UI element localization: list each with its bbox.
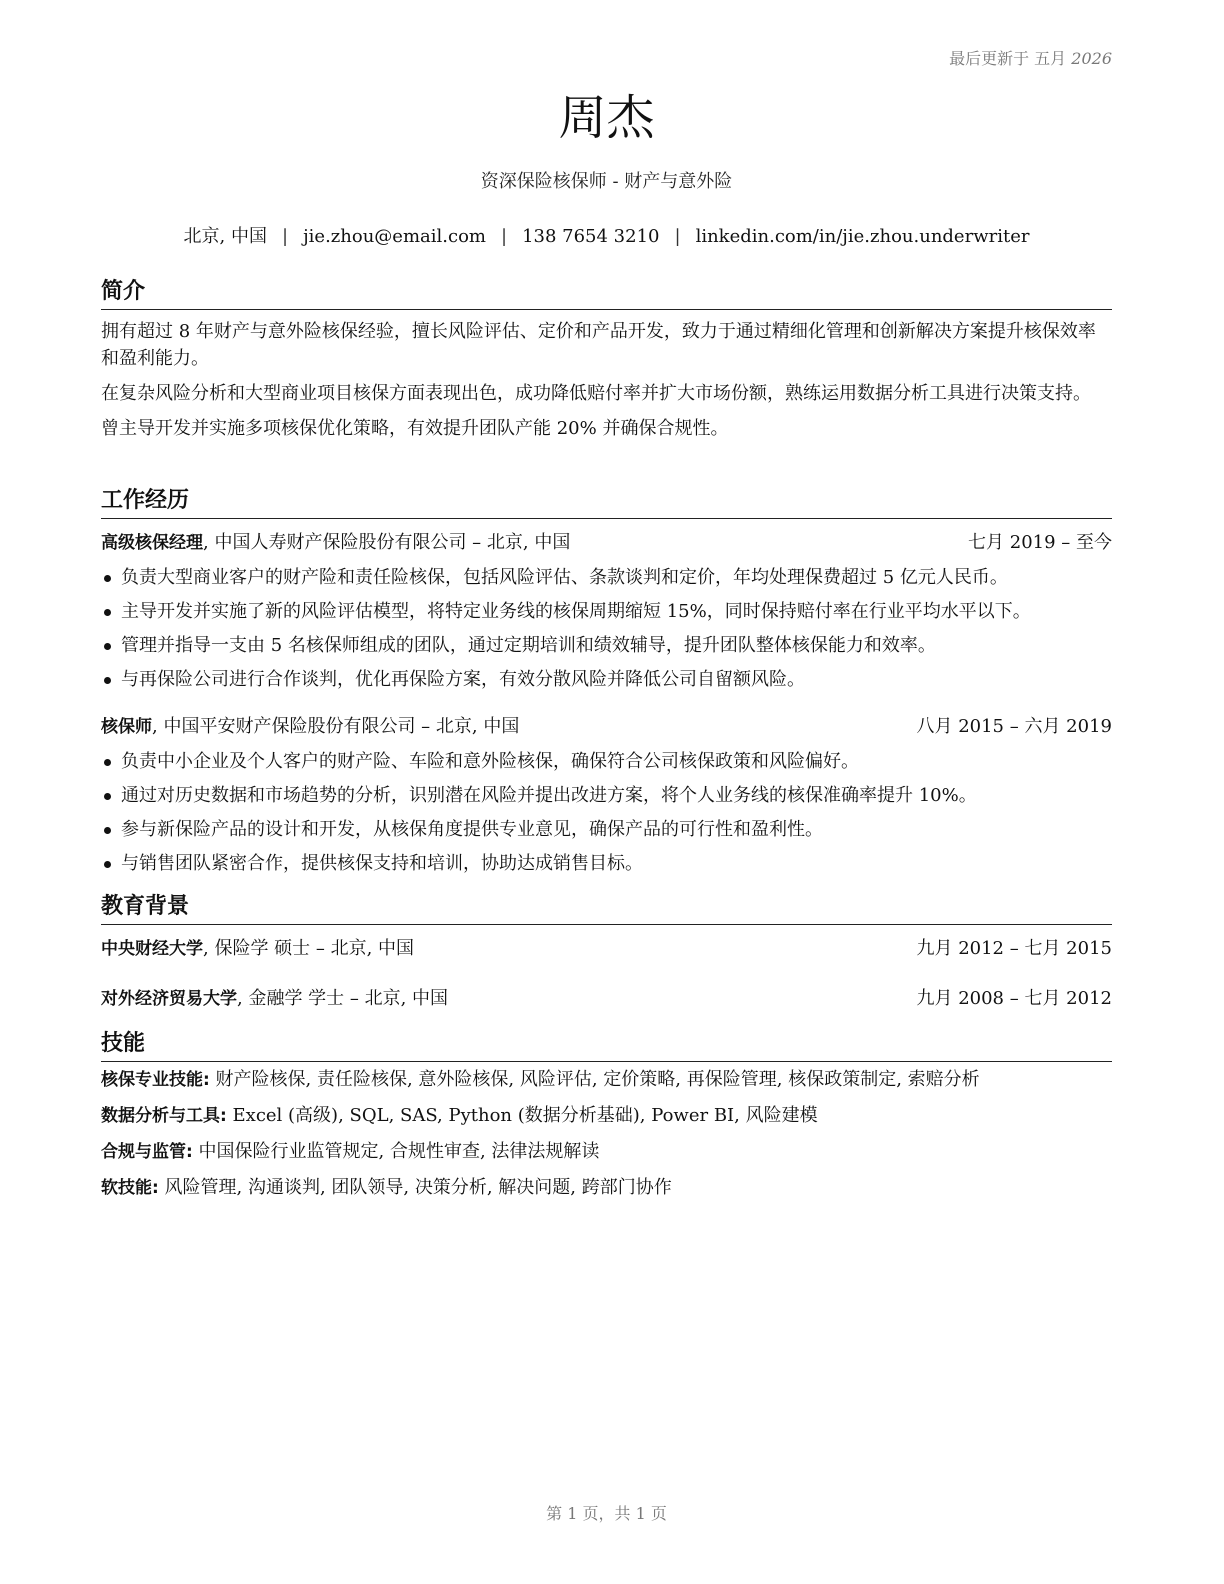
contact-phone: 138 7654 3210 <box>522 226 660 247</box>
job-role: 核保师 <box>101 717 152 737</box>
job-header <box>101 529 1112 557</box>
job-company: , 中国平安财产保险股份有限公司 – 北京, 中国 <box>152 716 520 737</box>
job-bullet: 参与新保险产品的设计和开发，从核保角度提供专业意见，确保产品的可行性和盈利性。 <box>101 813 1112 847</box>
contact-separator: | <box>674 226 681 247</box>
education-heading <box>101 935 414 963</box>
last-updated-year: 2026 <box>1071 49 1112 68</box>
skill-value: 中国保险行业监管规定, 合规性审查, 法律法规解读 <box>192 1141 600 1162</box>
last-updated <box>949 46 1112 69</box>
job-bullet: 管理并指导一支由 5 名核保师组成的团队，通过定期培训和绩效辅导，提升团队整体核保能力和效率。 <box>101 629 1112 663</box>
education-heading <box>101 985 448 1013</box>
education-degree: , 保险学 硕士 – 北京, 中国 <box>203 938 415 959</box>
job-bullet: 负责中小企业及个人客户的财产险、车险和意外险核保，确保符合公司核保政策和风险偏好。 <box>101 745 1112 779</box>
contact-location: 北京, 中国 <box>183 226 267 247</box>
last-updated-label: 最后更新于 五月 <box>949 49 1067 68</box>
candidate-title: 资深保险核保师 - 财产与意外险 <box>480 171 733 192</box>
section-title: 教育背景 <box>101 892 1112 925</box>
job-entry <box>101 713 1112 881</box>
job-dates: 七月 2019 – 至今 <box>968 532 1112 553</box>
contact-line <box>101 224 1112 250</box>
summary-section <box>101 277 1112 442</box>
education-school: 对外经济贸易大学 <box>101 989 237 1009</box>
education-section <box>101 892 1112 1013</box>
job-bullets <box>101 561 1112 697</box>
skill-line <box>101 1170 1112 1206</box>
experience-section <box>101 486 1112 881</box>
job-bullets <box>101 745 1112 881</box>
skills-section <box>101 1029 1112 1206</box>
job-entry <box>101 529 1112 697</box>
education-school: 中央财经大学 <box>101 939 203 959</box>
skill-line <box>101 1134 1112 1170</box>
job-role: 高级核保经理 <box>101 533 203 553</box>
education-entry <box>101 985 1112 1013</box>
education-degree: , 金融学 学士 – 北京, 中国 <box>237 988 449 1009</box>
job-bullet: 负责大型商业客户的财产险和责任险核保，包括风险评估、条款谈判和定价，年均处理保费超过 5 亿元人民币。 <box>101 561 1112 595</box>
education-dates: 九月 2008 – 七月 2012 <box>916 988 1112 1009</box>
skill-line <box>101 1062 1112 1098</box>
job-heading <box>101 713 519 741</box>
skill-value: 财产险核保, 责任险核保, 意外险核保, 风险评估, 定价策略, 再保险管理, 核保政策制定, 索赔分析 <box>209 1069 980 1090</box>
section-title: 简介 <box>101 277 1112 310</box>
section-title: 技能 <box>101 1029 1112 1062</box>
skill-label: 数据分析与工具: <box>101 1106 227 1126</box>
job-heading <box>101 529 570 557</box>
section-title: 工作经历 <box>101 486 1112 519</box>
resume-page <box>101 0 1112 1584</box>
candidate-name: 周杰 <box>558 90 655 146</box>
page-number: 第 1 页，共 1 页 <box>546 1504 667 1523</box>
job-dates: 八月 2015 – 六月 2019 <box>916 716 1112 737</box>
contact-separator: | <box>282 226 289 247</box>
summary-paragraph: 在复杂风险分析和大型商业项目核保方面表现出色，成功降低赔付率并扩大市场份额，熟练运用数据分析工具进行决策支持。 <box>101 383 1091 404</box>
education-dates: 九月 2012 – 七月 2015 <box>916 938 1112 959</box>
skill-label: 软技能: <box>101 1178 159 1198</box>
skill-value: 风险管理, 沟通谈判, 团队领导, 决策分析, 解决问题, 跨部门协作 <box>158 1177 672 1198</box>
skill-value: Excel (高级), SQL, SAS, Python (数据分析基础), Power BI, 风险建模 <box>226 1105 818 1126</box>
job-company: , 中国人寿财产保险股份有限公司 – 北京, 中国 <box>203 532 571 553</box>
skill-label: 核保专业技能: <box>101 1070 210 1090</box>
summary-paragraph: 曾主导开发并实施多项核保优化策略，有效提升团队产能 20% 并确保合规性。 <box>101 418 729 439</box>
job-bullet: 通过对历史数据和市场趋势的分析，识别潜在风险并提出改进方案，将个人业务线的核保准确率提升 10%。 <box>101 779 1112 813</box>
job-bullet: 与再保险公司进行合作谈判，优化再保险方案，有效分散风险并降低公司自留额风险。 <box>101 663 1112 697</box>
skill-label: 合规与监管: <box>101 1142 193 1162</box>
skill-line <box>101 1098 1112 1134</box>
contact-email[interactable]: jie.zhou@email.com <box>303 226 486 247</box>
job-bullet: 与销售团队紧密合作，提供核保支持和培训，协助达成销售目标。 <box>101 847 1112 881</box>
job-header <box>101 713 1112 741</box>
summary-paragraph: 拥有超过 8 年财产与意外险核保经验，擅长风险评估、定价和产品开发，致力于通过精细化管理和创新解决方案提升核保效率和盈利能力。 <box>101 321 1096 369</box>
job-bullet: 主导开发并实施了新的风险评估模型，将特定业务线的核保周期缩短 15%，同时保持赔付率在行业平均水平以下。 <box>101 595 1112 629</box>
contact-separator: | <box>500 226 508 247</box>
contact-linkedin[interactable]: linkedin.com/in/jie.zhou.underwriter <box>695 226 1030 247</box>
education-entry <box>101 935 1112 963</box>
